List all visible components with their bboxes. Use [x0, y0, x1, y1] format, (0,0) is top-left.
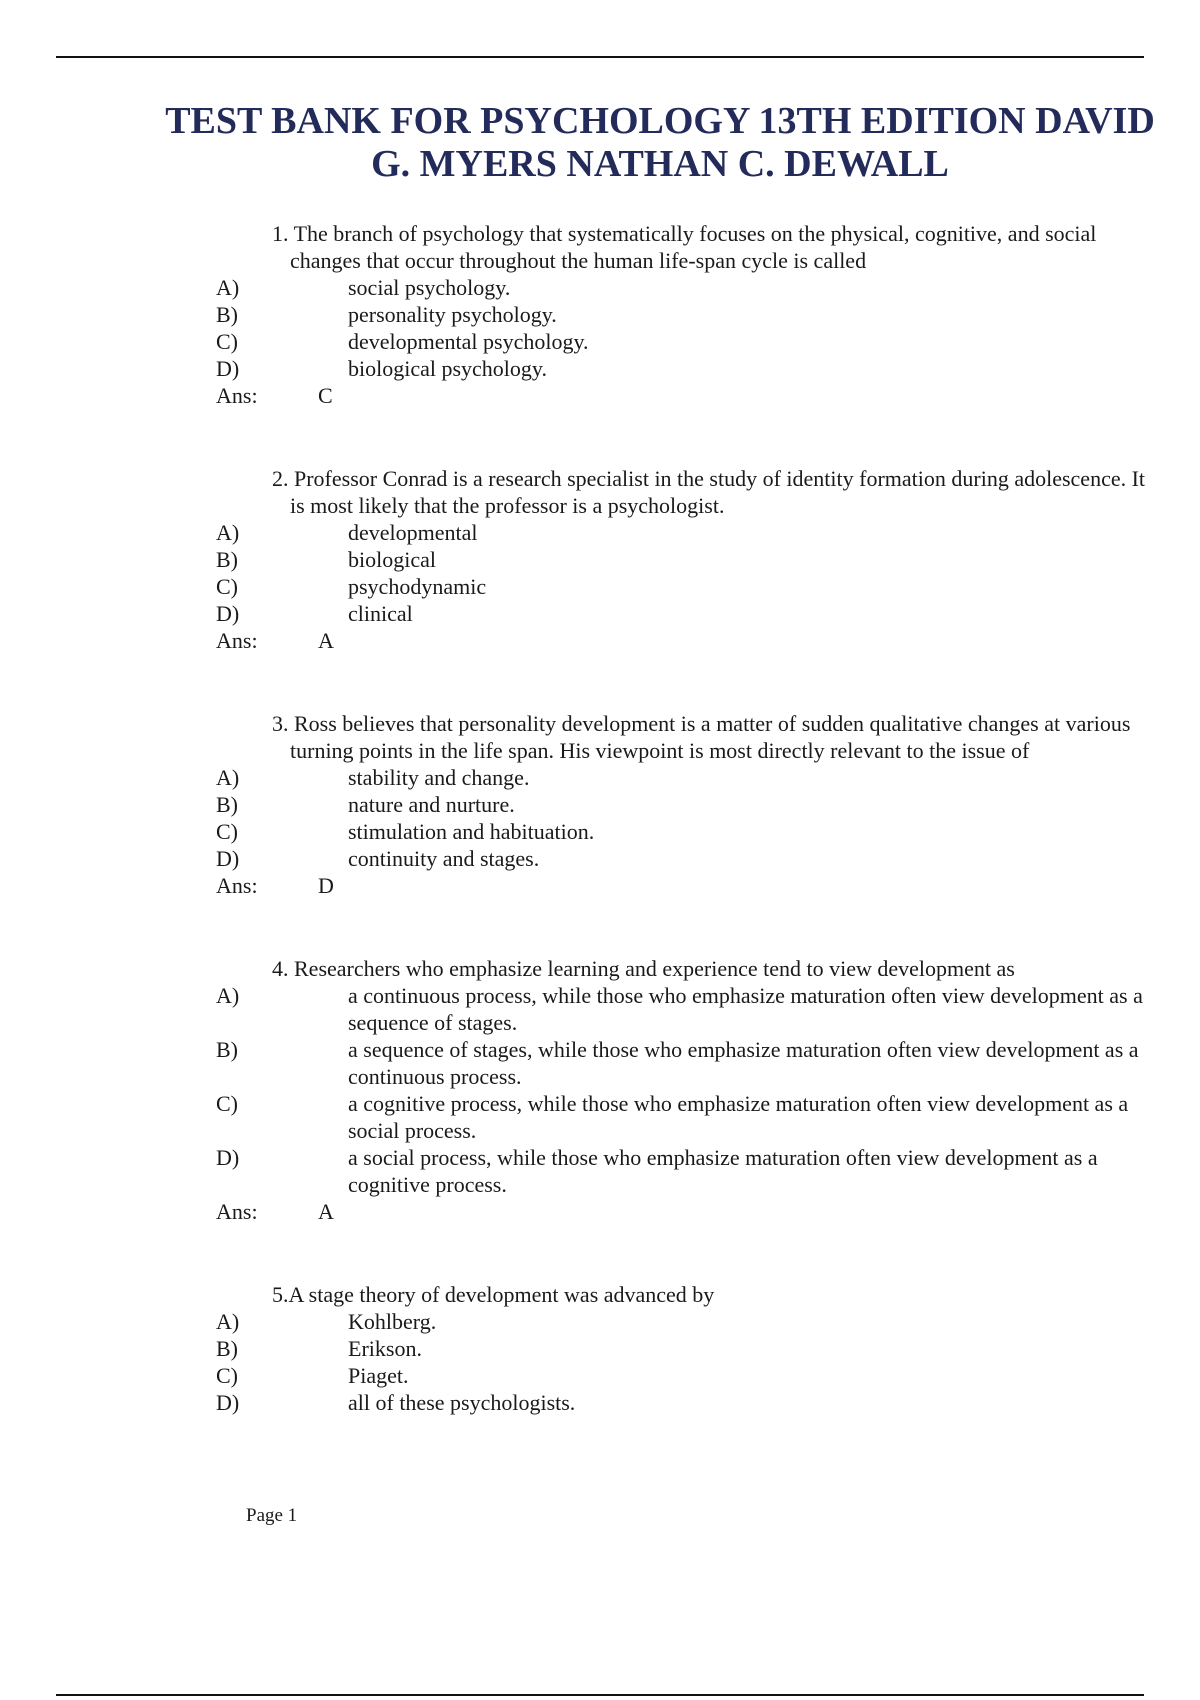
top-rule	[56, 56, 1144, 58]
answer-line	[216, 1198, 1156, 1225]
choice-d	[216, 1144, 1156, 1198]
question-stem: 1. The branch of psychology that systematically focuses on the physical, cognitive, and social changes that occur throughout the human life-span cycle is called	[272, 221, 1097, 273]
choice-b	[216, 791, 1156, 818]
choice-letter: C)	[216, 1091, 238, 1116]
answer-line	[216, 627, 1156, 654]
choice-b	[216, 1335, 1156, 1362]
answer-value: D	[318, 873, 334, 898]
choice-text: a sequence of stages, while those who emphasize maturation often view development as a continuous process.	[348, 1037, 1139, 1089]
choice-letter: C)	[216, 819, 238, 844]
choice-text: social psychology.	[348, 275, 511, 300]
choice-text: all of these psychologists.	[348, 1390, 576, 1415]
choice-list	[216, 1308, 1156, 1416]
choice-list	[216, 519, 1156, 627]
choice-d	[216, 845, 1156, 872]
choice-letter: B)	[216, 1336, 238, 1361]
choice-letter: A)	[216, 275, 240, 300]
choice-c	[216, 818, 1156, 845]
choice-c	[216, 1362, 1156, 1389]
answer-label: Ans:	[216, 628, 258, 653]
answer-value: C	[318, 383, 333, 408]
choice-a	[216, 1308, 1156, 1335]
choice-text: biological	[348, 547, 436, 572]
question-4	[216, 955, 1156, 1225]
question-stem: 3. Ross believes that personality development is a matter of sudden qualitative changes at various turning points in the life span. His viewpoint is most directly relevant to the issue of	[272, 711, 1131, 763]
choice-b	[216, 1036, 1156, 1090]
choice-letter: C)	[216, 574, 238, 599]
choice-letter: B)	[216, 547, 238, 572]
choice-list	[216, 982, 1156, 1198]
choice-c	[216, 1090, 1156, 1144]
choice-d	[216, 355, 1156, 382]
choice-list	[216, 764, 1156, 872]
question-1	[216, 220, 1156, 409]
choice-letter: B)	[216, 792, 238, 817]
choice-text: personality psychology.	[348, 302, 557, 327]
choice-letter: C)	[216, 329, 238, 354]
question-2	[216, 465, 1156, 654]
question-3	[216, 710, 1156, 899]
choice-text: clinical	[348, 601, 413, 626]
answer-label: Ans:	[216, 873, 258, 898]
choice-letter: A)	[216, 520, 240, 545]
choice-letter: B)	[216, 302, 238, 327]
choice-a	[216, 274, 1156, 301]
answer-value: A	[318, 1199, 334, 1224]
choice-a	[216, 519, 1156, 546]
question-stem: 2. Professor Conrad is a research specialist in the study of identity formation during adolescence. It is most likely that the professor is a psychologist.	[272, 466, 1146, 518]
choice-a	[216, 764, 1156, 791]
question-list	[216, 220, 1156, 1472]
choice-text: continuity and stages.	[348, 846, 540, 871]
answer-line	[216, 382, 1156, 409]
choice-text: Kohlberg.	[348, 1309, 437, 1334]
choice-letter: D)	[216, 356, 240, 381]
choice-b	[216, 546, 1156, 573]
choice-letter: A)	[216, 765, 240, 790]
choice-letter: D)	[216, 846, 240, 871]
choice-b	[216, 301, 1156, 328]
answer-line	[216, 872, 1156, 899]
choice-d	[216, 1389, 1156, 1416]
choice-list	[216, 274, 1156, 382]
choice-text: developmental psychology.	[348, 329, 589, 354]
choice-letter: A)	[216, 1309, 240, 1334]
page-number: Page 1	[246, 1505, 298, 1526]
document-title: TEST BANK FOR PSYCHOLOGY 13TH EDITION DAVID G. MYERS NATHAN C. DEWALL	[165, 100, 1155, 185]
question-stem: 4. Researchers who emphasize learning and experience tend to view development as	[272, 956, 1015, 981]
answer-value: A	[318, 628, 334, 653]
bottom-rule	[56, 1694, 1144, 1696]
choice-letter: D)	[216, 1145, 240, 1170]
choice-letter: D)	[216, 1390, 240, 1415]
choice-text: Piaget.	[348, 1363, 409, 1388]
choice-a	[216, 982, 1156, 1036]
choice-text: nature and nurture.	[348, 792, 515, 817]
choice-letter: B)	[216, 1037, 238, 1062]
question-stem: 5.A stage theory of development was advanced by	[272, 1282, 715, 1307]
choice-text: Erikson.	[348, 1336, 422, 1361]
choice-letter: C)	[216, 1363, 238, 1388]
choice-c	[216, 573, 1156, 600]
answer-label: Ans:	[216, 383, 258, 408]
question-5	[216, 1281, 1156, 1416]
choice-text: developmental	[348, 520, 478, 545]
choice-c	[216, 328, 1156, 355]
choice-text: biological psychology.	[348, 356, 547, 381]
choice-text: stability and change.	[348, 765, 530, 790]
choice-d	[216, 600, 1156, 627]
choice-text: a continuous process, while those who emphasize maturation often view development as a sequence of stages.	[348, 983, 1143, 1035]
choice-text: psychodynamic	[348, 574, 487, 599]
choice-text: stimulation and habituation.	[348, 819, 595, 844]
choice-letter: A)	[216, 983, 240, 1008]
choice-letter: D)	[216, 601, 240, 626]
answer-label: Ans:	[216, 1199, 258, 1224]
choice-text: a social process, while those who emphasize maturation often view development as a cognitive process.	[348, 1145, 1098, 1197]
choice-text: a cognitive process, while those who emphasize maturation often view development as a social process.	[348, 1091, 1129, 1143]
